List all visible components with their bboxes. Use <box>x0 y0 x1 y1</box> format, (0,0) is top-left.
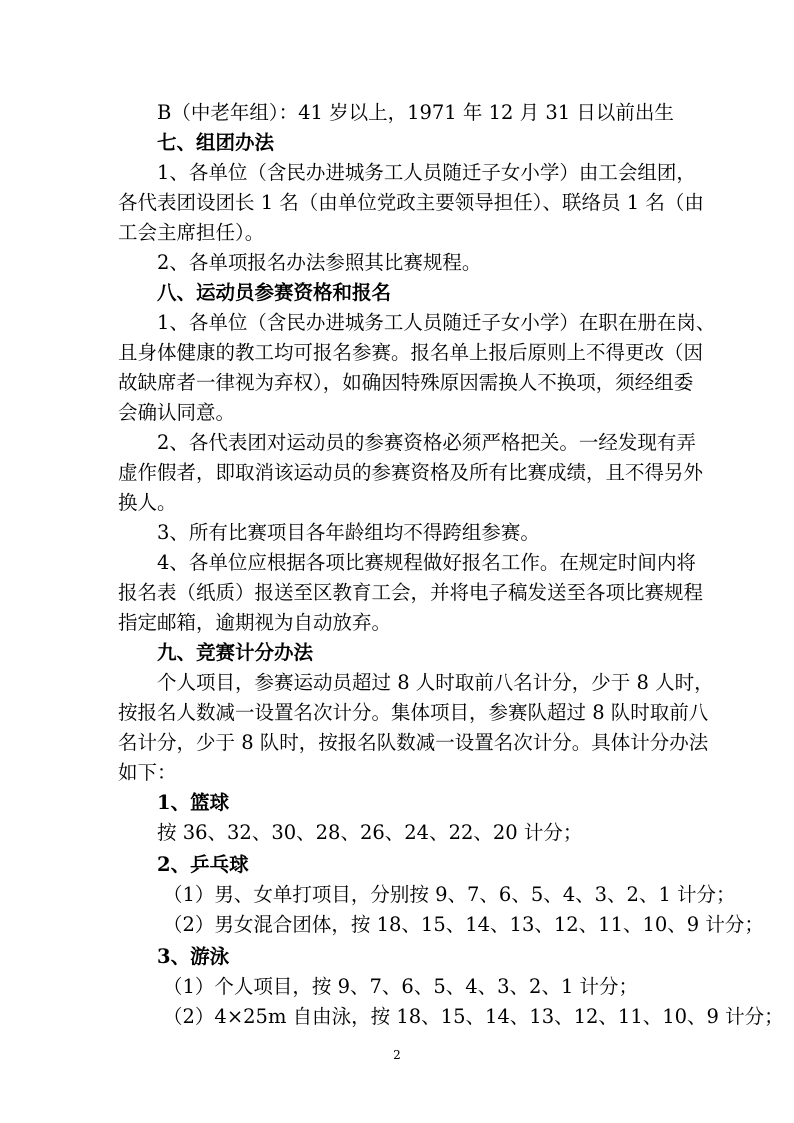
age-group-b-line: B（中老年组）：41 岁以上，1971 年 12 月 31 日以前出生 <box>157 101 674 124</box>
paragraph-line: 且身体健康的教工均可报名参赛。报名单上报后原则上不得更改（因 <box>118 341 704 364</box>
paragraph-line: 2、各代表团对运动员的参赛资格必须严格把关。一经发现有弄 <box>157 431 696 454</box>
section-heading-8: 八、运动员参赛资格和报名 <box>157 281 392 304</box>
paragraph-line: 故缺席者一律视为弃权），如确因特殊原因需换人不换项，须经组委 <box>118 371 694 394</box>
paragraph-line: 工会主席担任）。 <box>118 221 265 244</box>
paragraph-line: 指定邮箱，逾期视为自动放弃。 <box>118 611 392 634</box>
subheading-swimming: 3、游泳 <box>157 945 230 968</box>
paragraph-line: 名计分，少于 8 队时，按报名队数减一设置名次计分。具体计分办法 <box>118 731 709 754</box>
paragraph-line: 会确认同意。 <box>118 401 236 424</box>
section-heading-9: 九、竞赛计分办法 <box>157 641 314 664</box>
paragraph-line: 各代表团设团长 1 名（由单位党政主要领导担任）、联络员 1 名（由 <box>118 191 704 214</box>
paragraph-line: 换人。 <box>118 491 177 514</box>
paragraph-line: 如下： <box>118 761 177 784</box>
paragraph-line: 个人项目，参赛运动员超过 8 人时取前八名计分，少于 8 人时， <box>157 671 714 694</box>
swimming-relay-scoring: （2）4×25m 自由泳，按 18、15、14、13、12、11、10、9 计分； <box>163 1005 784 1028</box>
paragraph-line: 4、各单位应根据各项比赛规程做好报名工作。在规定时间内将 <box>157 551 696 574</box>
swimming-individual-scoring: （1）个人项目，按 9、7、6、5、4、3、2、1 计分； <box>163 975 639 998</box>
paragraph-line: 1、各单位（含民办进城务工人员随迁子女小学）在职在册在岗、 <box>157 311 716 334</box>
page-number: 2 <box>393 1048 401 1062</box>
section-heading-7: 七、组团办法 <box>157 131 275 154</box>
subheading-table-tennis: 2、乒乓球 <box>157 853 249 876</box>
table-tennis-team-scoring: （2）男女混合团体，按 18、15、14、13、12、11、10、9 计分； <box>163 913 764 936</box>
table-tennis-singles-scoring: （1）男、女单打项目，分别按 9、7、6、5、4、3、2、1 计分； <box>163 883 736 906</box>
subheading-basketball: 1、篮球 <box>157 791 230 814</box>
basketball-scoring: 按 36、32、30、28、26、24、22、20 计分； <box>157 821 583 844</box>
paragraph-line: 按报名人数减一设置名次计分。集体项目，参赛队超过 8 队时取前八 <box>118 701 709 724</box>
paragraph-line: 虚作假者，即取消该运动员的参赛资格及所有比赛成绩，且不得另外 <box>118 461 704 484</box>
paragraph-line: 3、所有比赛项目各年龄组均不得跨组参赛。 <box>157 521 540 544</box>
paragraph-line: 报名表（纸质）报送至区教育工会，并将电子稿发送至各项比赛规程 <box>118 581 704 604</box>
paragraph-line: 1、各单位（含民办进城务工人员随迁子女小学）由工会组团， <box>157 161 696 184</box>
paragraph-line: 2、各单项报名办法参照其比赛规程。 <box>157 251 482 274</box>
